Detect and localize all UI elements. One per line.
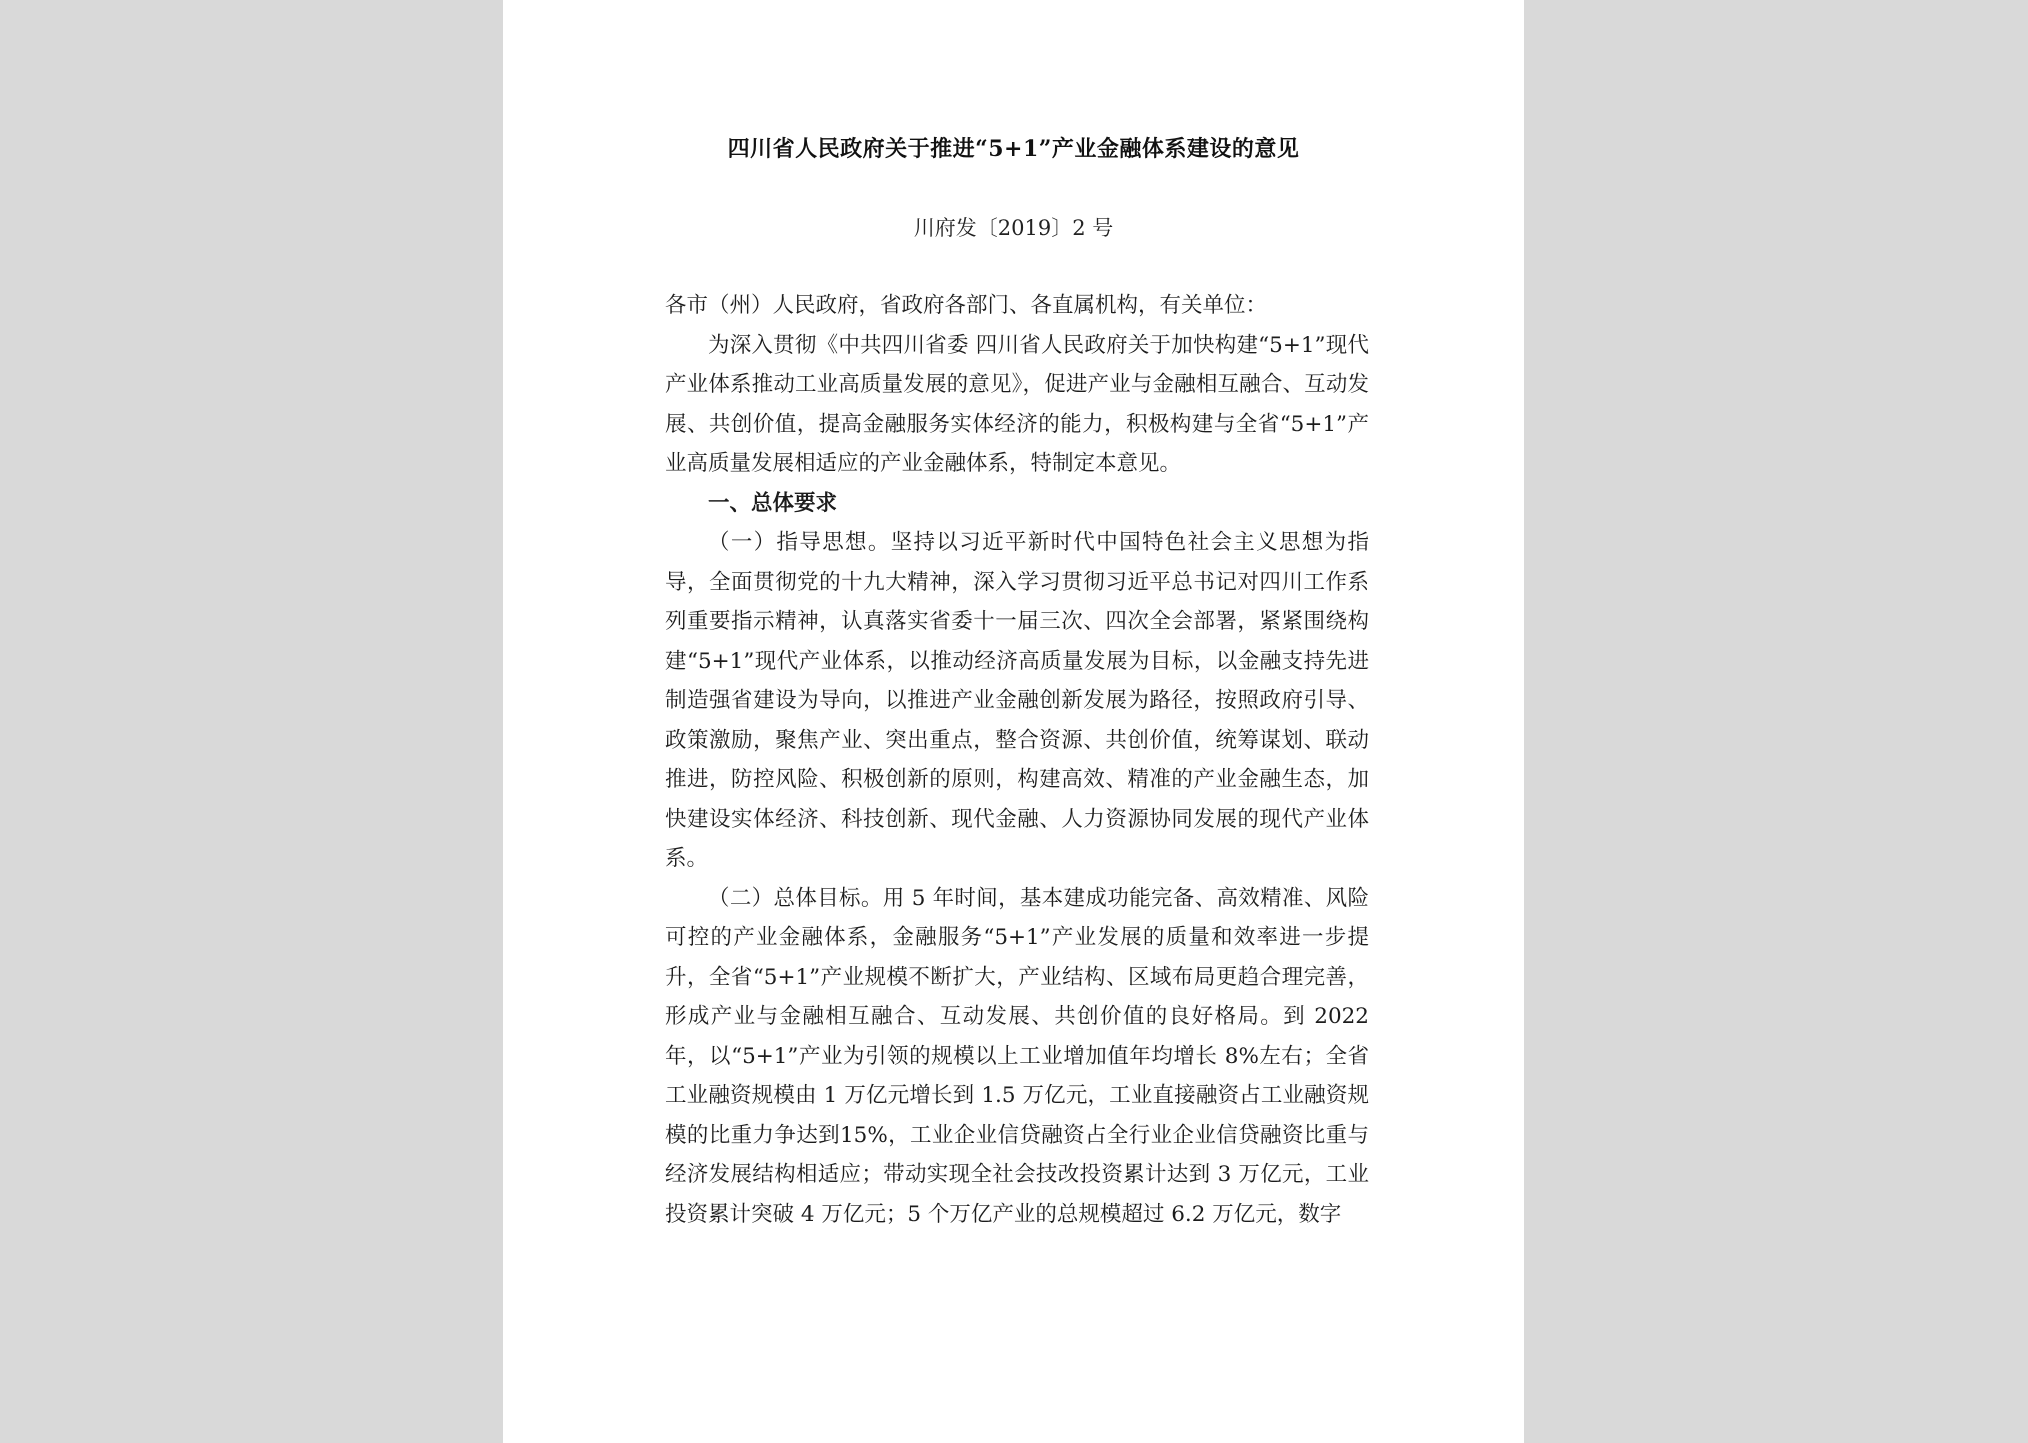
document-page (503, 0, 1524, 1443)
document-title: 四川省人民政府关于推进“5+1”产业金融体系建设的意见 (727, 136, 1300, 162)
guiding-ideology-paragraph: （一）指导思想。坚持以习近平新时代中国特色社会主义思想为指导，全面贯彻党的十九大精神，深入学习贯彻习近平总书记对四川工作系列重要指示精神，认真落实省委十一届三次、四次全会部署，紧紧围绕构建“5+1”现代产业体系，以推动经济高质量发展为目标，以金融支持先进制造强省建设为导向，以推进产业金融创新发展为路径，按照政府引导、政策激励，聚焦产业、突出重点，整合资源、共创价值，统筹谋划、联动推进，防控风险、积极创新的原则，构建高效、精准的产业金融生态，加快建设实体经济、科技创新、现代金融、人力资源协同发展的现代产业体系。 (665, 530, 1369, 871)
salutation: 各市（州）人民政府，省政府各部门、各直属机构，有关单位： (665, 293, 1268, 318)
overall-goal-paragraph: （二）总体目标。用 5 年时间，基本建成功能完备、高效精准、风险可控的产业金融体系，金融服务“5+1”产业发展的质量和效率进一步提升，全省“5+1”产业规模不断扩大，产业结构、区域布局更趋合理完善，形成产业与金融相互融合、互动发展、共创价值的良好格局。到 2022 年，以“5+1”产业为引领的规模以上工业增加值年均增长 8%左右；全省工业融资规模由 1 万亿元增长到 1.5 万亿元，工业直接融资占工业融资规模的比重力争达到15%，工业企业信贷融资占全行业企业信贷融资比重与经济发展结构相适应；带动实现全社会技改投资累计达到 3 万亿元，工业投资累计突破 4 万亿元；5 个万亿产业的总规模超过 6.2 万亿元，数字 (665, 885, 1369, 1227)
intro-paragraph: 为深入贯彻《中共四川省委 四川省人民政府关于加快构建“5+1”现代产业体系推动工业高质量发展的意见》，促进产业与金融相互融合、互动发展、共创价值，提高金融服务实体经济的能力，积极构建与全省“5+1”产业高质量发展相适应的产业金融体系，特制定本意见。 (665, 332, 1369, 476)
document-number: 川府发〔2019〕2 号 (913, 216, 1114, 240)
section-heading: 一、总体要求 (708, 490, 838, 516)
document-body (665, 286, 1369, 1234)
